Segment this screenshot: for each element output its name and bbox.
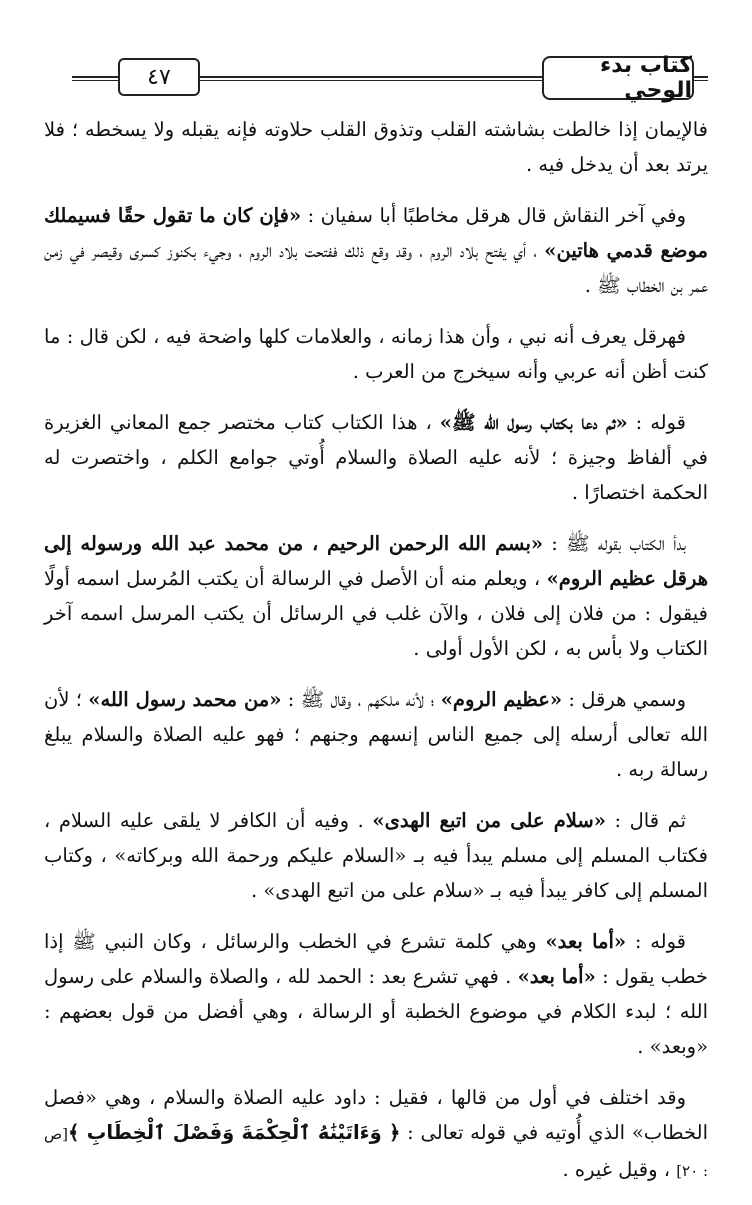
- paragraph-text: وفي آخر النقاش قال هرقل مخاطبًا أبا سفيان :: [301, 204, 686, 227]
- paragraph-text: قوله :: [626, 930, 686, 953]
- hadith-quote: «ثم دعا بكتاب رسول الله ﷺ»: [439, 411, 628, 434]
- hadith-quote: «فإن كان ما تقول حقًا فسيملك موضع قدمي هاتين»: [44, 204, 709, 262]
- paragraph-text: ، أي يفتح بلاد الروم ، وقد وقع ذلك ففتحت بلاد الروم ، وجيء بكنوز كسرى وقيصر في زمن عمر بن الخطاب ﷺ .: [44, 239, 708, 297]
- paragraph-text: ، ويعلم منه أن الأصل في الرسالة أن يكتب المُرسل اسمه أولًا فيقول : من فلان إلى فلان ، والآن غلب في الرسائل أن يكتب المرسل اسمه آخر الكتاب ولا بأس به ، لكن الأول أولى .: [44, 567, 708, 660]
- quran-verse: ﴿ وَءَاتَيْنَٰهُ ٱلْحِكْمَةَ وَفَصْلَ ٱلْخِطَابِ ﴾: [68, 1121, 401, 1144]
- hadith-quote: «أما بعد»: [545, 930, 627, 953]
- paragraph-5: [44, 526, 708, 666]
- verse-reference: [ص : ٢٠]: [44, 1125, 708, 1180]
- paragraph-text: ؛ لأنه ملكهم ، وقال ﷺ :: [281, 688, 441, 711]
- body-text: [44, 112, 708, 1205]
- paragraph-7: [44, 803, 708, 908]
- paragraph-4: [44, 405, 708, 510]
- paragraph-text: فهرقل يعرف أنه نبي ، وأن هذا زمانه ، والعلامات كلها واضحة فيه ، لكن قال : ما كنت أظن أنه عربي وأنه سيخرج من العرب .: [44, 325, 708, 383]
- paragraph-2: [44, 198, 708, 303]
- paragraph-1: [44, 112, 708, 182]
- paragraph-text: وقد اختلف في أول من قالها ، فقيل : داود عليه الصلاة والسلام ، وهي «فصل الخطاب» الذي أُوتيه في قوله تعالى :: [44, 1086, 708, 1144]
- paragraph-text: وهي كلمة تشرع في الخطب والرسائل ، وكان النبي ﷺ إذا خطب يقول :: [44, 930, 708, 988]
- paragraph-text: . فهي تشرع بعد : الحمد لله ، والصلاة والسلام على رسول الله ؛ لبدء الكلام في موضوع الخطبة أو الرسالة ، وهي أفضل من قول بعضهم : «وبعد» .: [44, 965, 708, 1058]
- paragraph-text: فالإيمان إذا خالطت بشاشته القلب وتذوق القلب حلاوته فإنه يقبله ولا يسخطه ؛ فلا يرتد بعد أن يدخل فيه .: [44, 118, 708, 176]
- paragraph-text: ؛ لأن الله تعالى أرسله إلى جميع الناس إنسهم وجنهم ؛ فهو عليه الصلاة والسلام يبلغ رسالة ربه .: [44, 688, 708, 781]
- paragraph-text: . وفيه أن الكافر لا يلقى عليه السلام ، فكتاب المسلم إلى مسلم يبدأ فيه بـ «السلام عليكم ورحمة الله وبركاته» ، وكتاب المسلم إلى كافر يبدأ فيه بـ «سلام على من اتبع الهدى» .: [44, 809, 708, 902]
- hadith-quote: «سلام على من اتبع الهدى»: [372, 809, 606, 832]
- paragraph-text: قوله :: [627, 411, 686, 434]
- page-number: ٤٧: [118, 58, 200, 96]
- paragraph-text: ، وقيل غيره .: [562, 1158, 677, 1181]
- paragraph-6: [44, 682, 708, 787]
- paragraph-text: بدأ الكتاب بقوله ﷺ :: [543, 532, 686, 555]
- paragraph-text: ، هذا الكتاب كتاب مختصر جمع المعاني الغزيرة في ألفاظ وجيزة ؛ لأنه عليه الصلاة والسلام أُوتي جوامع الكلم ، واختصرت له الحكمة اختصارًا .: [44, 411, 708, 504]
- paragraph-9: [44, 1080, 708, 1189]
- hadith-quote: «بسم الله الرحمن الرحيم ، من محمد عبد الله ورسوله إلى هرقل عظيم الروم»: [44, 532, 709, 590]
- paragraph-3: [44, 319, 708, 389]
- paragraph-8: [44, 924, 708, 1064]
- hadith-quote: «من محمد رسول الله»: [88, 688, 282, 711]
- paragraph-text: ثم قال :: [605, 809, 686, 832]
- hadith-quote: «أما بعد»: [517, 965, 596, 988]
- paragraph-text: وسمي هرقل :: [562, 688, 686, 711]
- hadith-quote: «عظيم الروم»: [440, 688, 563, 711]
- chapter-title: كتاب بدء الوحي: [542, 56, 694, 100]
